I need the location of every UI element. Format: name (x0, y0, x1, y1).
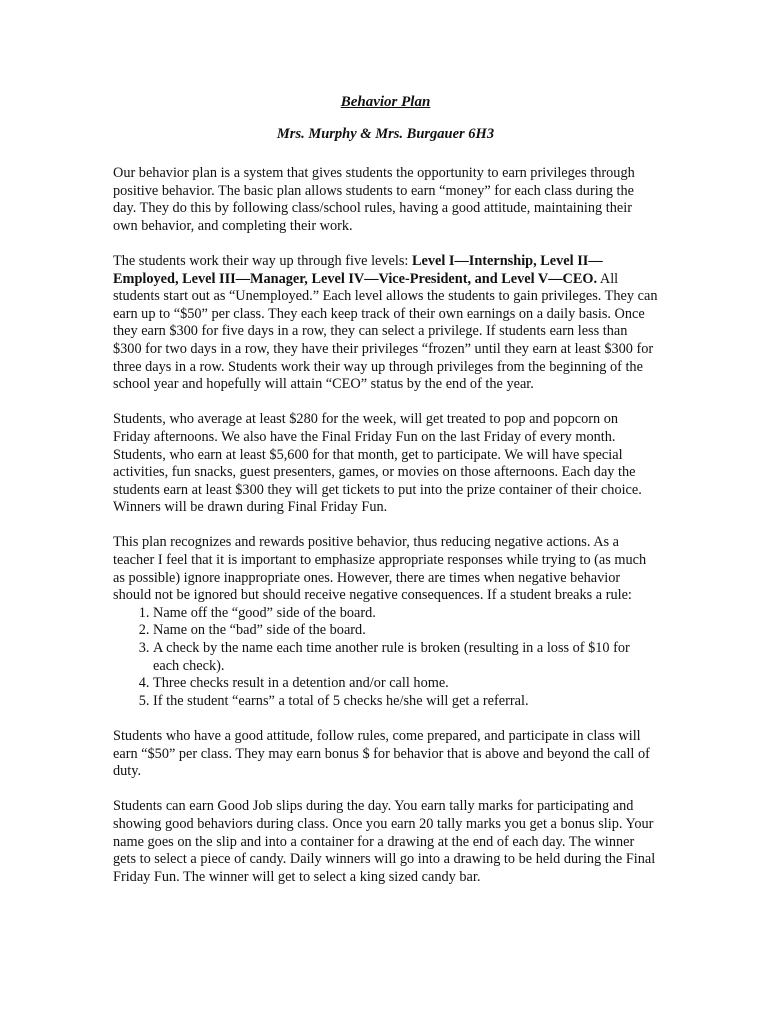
levels-rest: All students start out as “Unemployed.” Each level allows the students to gain privileges. They can earn up to “$50” per class. They each keep track of their own earnings on a daily basis. Once they earn $300 for five days in a row, they can select a privilege. If students earn less than $300 for two days in a row, they have their privileges “frozen” until they earn at least $300 for three days in a row. Students work their way up through privileges from the beginning of the school year and hopefully will attain “CEO” status by the end of the year. (113, 270, 658, 393)
paragraph-consequences-intro: This plan recognizes and rewards positive behavior, thus reducing negative actions. As a teacher I feel that it is important to emphasize appropriate responses while trying to (as much as possible) ignore inappropriate ones. However, there are times when negative behavior should not be ignored but should receive negative consequences. If a student breaks a rule: (113, 534, 647, 604)
list-item: 3. A check by the name each time another rule is broken (resulting in a loss of $10 for each check). (153, 640, 658, 675)
levels-intro: The students work their way up through five levels: (113, 252, 412, 269)
list-item: 1. Name off the “good” side of the board. (153, 605, 658, 623)
paragraph-overview: Our behavior plan is a system that gives students the opportunity to earn privileges through positive behavior. The basic plan allows students to earn “money” for each class during the day. They do this by following class/school rules, having a good attitude, maintaining their own behavior, and completing their work. (113, 165, 635, 234)
document-page (113, 94, 658, 886)
list-item: 5. If the student “earns” a total of 5 checks he/she will get a referral. (153, 693, 658, 711)
paragraph-rewards: Students, who average at least $280 for the week, will get treated to pop and popcorn on Friday afternoons. We also have the Final Friday Fun on the last Friday of every month. Students, who earn at least $5,600 for that month, get to participate. We will have special activities, fun snacks, guest presenters, games, or movies on those afternoons. Each day the students earn at least $300 they will get tickets to put into the prize container of their choice. Winners will be drawn during Final Friday Fun. (113, 411, 642, 516)
document-title: Behavior Plan (340, 94, 431, 110)
paragraph-earnings: Students who have a good attitude, follow rules, come prepared, and participate in class will earn “$50” per class. They may earn bonus $ for behavior that is above and beyond the call of duty. (113, 728, 650, 780)
paragraph-good-job-slips: Students can earn Good Job slips during the day. You earn tally marks for participating and showing good behaviors during class. Once you earn 20 tally marks you get a bonus slip. Your name goes on the slip and into a container for a drawing at the end of each day. The winner gets to select a piece of candy. Daily winners will go into a drawing to be held during the Final Friday Fun. The winner will get to select a king sized candy bar. (113, 798, 656, 885)
levels-list-bold: Level I—Internship, Level II—Employed, Level III—Manager, Level IV—Vice-President, and Level V—CEO. (113, 252, 603, 287)
document-subtitle: Mrs. Murphy & Mrs. Burgauer 6H3 (276, 126, 495, 142)
paragraph-levels (113, 253, 658, 394)
list-item: 4. Three checks result in a detention and/or call home. (153, 675, 658, 693)
list-item: 2. Name on the “bad” side of the board. (153, 622, 658, 640)
consequences-list (113, 605, 658, 711)
